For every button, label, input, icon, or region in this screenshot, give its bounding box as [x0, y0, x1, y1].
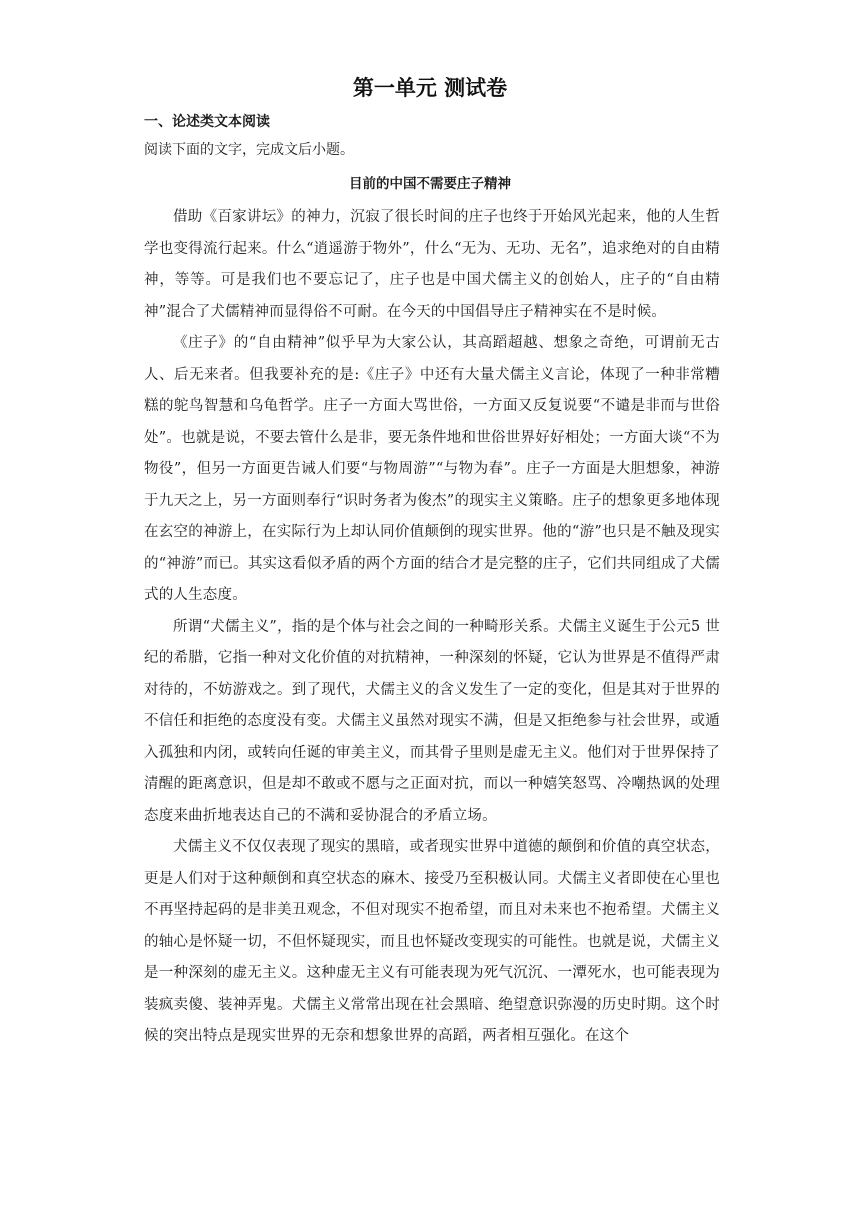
paragraph: 《庄子》的“自由精神”似乎早为大家公认，其高蹈超越、想象之奇绝，可谓前无古人、后无来者。但我要补充的是:《庄子》中还有大量犬儒主义言论，体现了一种非常糟糕的鸵鸟智慧和乌龟哲学。庄子一方面大骂世俗，一方面又反复说要“不谴是非而与世俗处”。也就是说，不要去管什么是非，要无条件地和世俗世界好好相处；一方面大谈“不为物役”，但另一方面更告诫人们要“与物周游”“与物为春”。庄子一方面是大胆想象，神游于九天之上，另一方面则奉行“识时务者为俊杰”的现实主义策略。庄子的想象更多地体现在玄空的神游上，在实际行为上却认同价值颠倒的现实世界。他的“游”也只是不触及现实的“神游”而已。其实这看似矛盾的两个方面的结合才是完整的庄子，它们共同组成了犬儒式的人生态度。: [144, 335, 720, 603]
document-title: 第一单元 测试卷: [352, 76, 508, 100]
reading-instruction: 阅读下面的文字，完成文后小题。: [144, 142, 354, 158]
article-body: [144, 202, 720, 1053]
paragraph: 犬儒主义不仅仅表现了现实的黑暗，或者现实世界中道德的颠倒和价值的真空状态，更是人们对于这种颠倒和真空状态的麻木、接受乃至积极认同。犬儒主义者即使在心里也不再坚持起码的是非美丑观念，不但对现实不抱希望，而且对未来也不抱希望。犬儒主义的轴心是怀疑一切，不但怀疑现实，而且也怀疑改变现实的可能性。也就是说，犬儒主义是一种深刻的虚无主义。这种虚无主义有可能表现为死气沉沉、一潭死水，也可能表现为装疯卖傻、装神弄鬼。犬儒主义常常出现在社会黑暗、绝望意识弥漫的历史时期。这个时候的突出特点是现实世界的无奈和想象世界的高蹈，两者相互强化。在这个: [144, 839, 720, 1044]
paragraph: 所谓“犬儒主义”，指的是个体与社会之间的一种畸形关系。犬儒主义诞生于公元5 世纪的希腊，它指一种对文化价值的对抗精神，一种深刻的怀疑，它认为世界是不值得严肃对待的，不妨游戏之。到了现代，犬儒主义的含义发生了一定的变化，但是其对于世界的不信任和拒绝的态度没有变。犬儒主义虽然对现实不满，但是又拒绝参与社会世界，或遁入孤独和内闭，或转向任诞的审美主义，而其骨子里则是虚无主义。他们对于世界保持了清醒的距离意识，但是却不敢或不愿与之正面对抗，而以一种嬉笑怒骂、冷嘲热讽的处理态度来曲折地表达自己的不满和妥协混合的矛盾立场。: [144, 618, 720, 824]
paragraph: 借助《百家讲坛》的神力，沉寂了很长时间的庄子也终于开始风光起来，他的人生哲学也变得流行起来。什么“逍遥游于物外”，什么“无为、无功、无名”，追求绝对的自由精神，等等。可是我们也不要忘记了，庄子也是中国犬儒主义的创始人，庄子的“自由精神”混合了犬儒精神而显得俗不可耐。在今天的中国倡导庄子精神实在不是时候。: [144, 209, 720, 320]
article-title: 目前的中国不需要庄子精神: [349, 176, 511, 192]
section-heading: 一、论述类文本阅读: [144, 114, 270, 130]
